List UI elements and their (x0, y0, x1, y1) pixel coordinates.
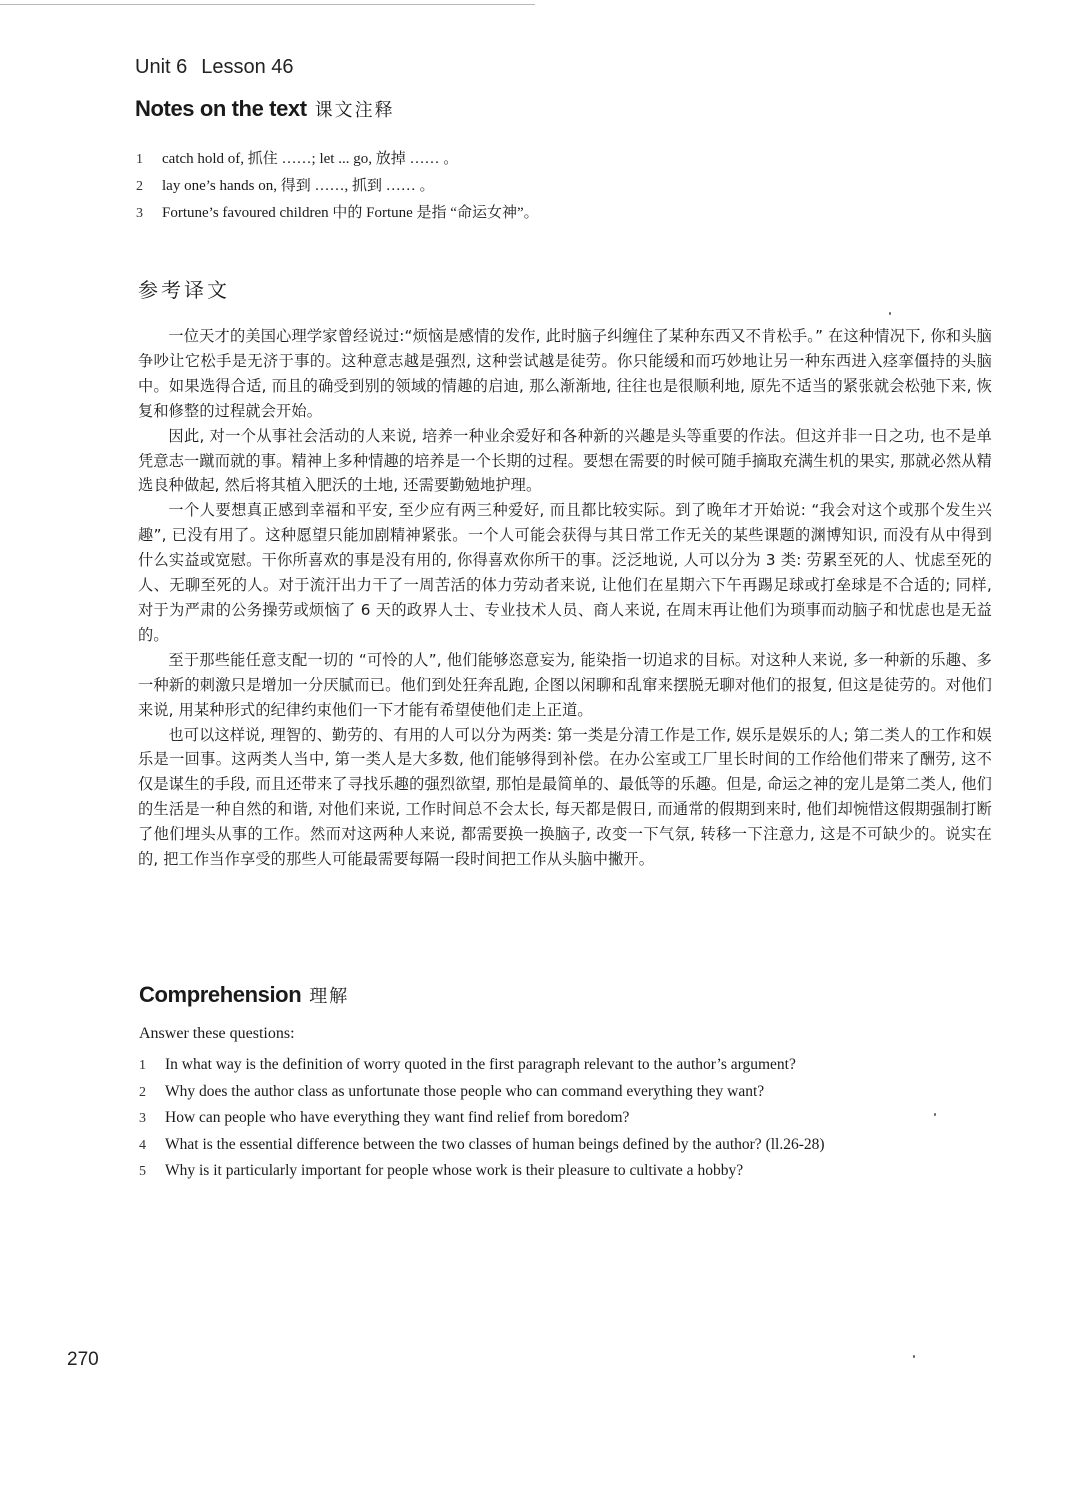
note-number: 2 (136, 179, 143, 194)
comprehension-heading (139, 982, 349, 1008)
question-number: 4 (139, 1137, 146, 1153)
lesson-label: Lesson 46 (201, 56, 294, 78)
top-rule (0, 4, 535, 5)
translation-paragraph: 一个人要想真正感到幸福和平安, 至少应有两三种爱好, 而且都比较实际。到了晚年才开始说: “我会对这个或那个发生兴趣”, 已没有用了。这种愿望只能加剧精神紧张。一个人可能会获得与其日常工作无关的某些课题的渊博知识, 而没有从中得到什么实益或宽慰。干你所喜欢的事是没有用的, 你得喜欢你所干的事。泛泛地说, 人可以分为 3 类: 劳累至死的人、忧虑至死的人、无聊至死的人。对于流汗出力干了一周苦活的体力劳动者来说, 让他们在星期六下午再踢足球或打垒球是不合适的; 同样, 对于为严肃的公务操劳或烦恼了 6 天的政界人士、专业技术人员、商人来说, 在周末再让他们为琐事而动脑子和忧虑也是无益的。 (138, 501, 992, 644)
translation-paragraph: 因此, 对一个从事社会活动的人来说, 培养一种业余爱好和各种新的兴趣是头等重要的作法。但这并非一日之功, 也不是单凭意志一蹴而就的事。精神上多种情趣的培养是一个长期的过程。要想在需要的时候可随手摘取充满生机的果实, 那就必然从精选良种做起, 然后将其植入肥沃的土地, 还需要勤勉地护理。 (138, 426, 993, 495)
notes-heading (135, 96, 395, 122)
question-list (139, 1052, 959, 1185)
page-number: 270 (67, 1349, 99, 1370)
scan-speck (889, 312, 891, 315)
question-number: 1 (139, 1058, 146, 1073)
note-item (136, 200, 916, 227)
comprehension-title-en: Comprehension (139, 982, 302, 1007)
question-number: 3 (139, 1111, 146, 1126)
question-text: Why does the author class as unfortunate those people who can command everything they want? (165, 1082, 765, 1100)
scan-speck (934, 1113, 936, 1116)
notes-title-en: Notes on the text (135, 96, 307, 121)
question-item (139, 1158, 959, 1185)
question-text: What is the essential difference between the two classes of human beings defined by the author? (ll.26-28) (165, 1135, 825, 1153)
note-text: Fortune’s favoured children 中的 Fortune 是指 “命运女神”。 (162, 205, 539, 221)
notes-list (136, 146, 916, 227)
unit-lesson-header (135, 56, 294, 79)
translation-paragraph: 至于那些能任意支配一切的 “可怜的人”, 他们能够恣意妄为, 能染指一切追求的目标。对这种人来说, 多一种新的乐趣、多一种新的刺激只是增加一分厌腻而已。他们到处狂奔乱跑, 企图以闲聊和乱窜来摆脱无聊对他们的报复, 但这是徒劳的。对他们来说, 用某种形式的纪律约束他们一下才能有希望使他们走上正道。 (138, 650, 992, 719)
question-text: How can people who have everything they want find relief from boredom? (165, 1109, 630, 1126)
question-item (139, 1105, 959, 1132)
comprehension-intro: Answer these questions: (139, 1025, 295, 1042)
note-item (136, 146, 916, 173)
question-text: Why is it particularly important for people whose work is their pleasure to cultivate a hobby? (165, 1162, 744, 1179)
question-item (139, 1079, 959, 1106)
translation-heading: 参考译文 (138, 278, 230, 302)
unit-label: Unit 6 (135, 56, 188, 78)
translation-body (138, 324, 992, 872)
question-item (139, 1052, 959, 1079)
note-text: lay one’s hands on, 得到 ……, 抓到 …… 。 (162, 178, 435, 194)
note-item (136, 173, 916, 200)
note-text: catch hold of, 抓住 ……; let ... go, 放掉 …… 。 (162, 151, 459, 167)
question-item (139, 1132, 959, 1159)
note-number: 3 (136, 206, 143, 221)
question-number: 5 (139, 1164, 146, 1179)
question-number: 2 (139, 1084, 146, 1100)
translation-paragraph: 也可以这样说, 理智的、勤劳的、有用的人可以分为两类: 第一类是分清工作是工作, 娱乐是娱乐的人; 第二类人的工作和娱乐是一回事。这两类人当中, 第一类人是大多数, 他们能够得到补偿。在办公室或工厂里长时间的工作给他们带来了酬劳, 这不仅是谋生的手段, 而且还带来了寻找乐趣的强烈欲望, 那怕是最简单的、最低等的乐趣。但是, 命运之神的宠儿是第二类人, 他们的生活是一种自然的和谐, 对他们来说, 工作时间总不会太长, 每天都是假日, 而通常的假期到来时, 他们却惋惜这假期强制打断了他们埋头从事的工作。然而对这两种人来说, 都需要换一换脑子, 改变一下气氛, 转移一下注意力, 这是不可缺少的。说实在的, 把工作当作享受的那些人可能最需要每隔一段时间把工作从头脑中撇开。 (138, 725, 992, 869)
translation-paragraph: 一位天才的美国心理学家曾经说过:“烦恼是感情的发作, 此时脑子纠缠住了某种东西又不肯松手。” 在这种情况下, 你和头脑争吵让它松手是无济于事的。这种意志越是强烈, 这种尝试越是徒劳。你只能缓和而巧妙地让另一种东西进入痉挛僵持的头脑中。如果选得合适, 而且的确受到别的领域的情趣的启迪, 那么渐渐地, 往往也是很顺利地, 原先不适当的紧张就会松弛下来, 恢复和修整的过程就会开始。 (138, 327, 992, 420)
question-text: In what way is the definition of worry quoted in the first paragraph relevant to the author’s argument? (165, 1056, 796, 1073)
notes-title-zh: 课文注释 (314, 100, 395, 121)
note-number: 1 (136, 152, 143, 167)
comprehension-title-zh: 理解 (309, 986, 350, 1007)
scan-speck (913, 1355, 915, 1358)
